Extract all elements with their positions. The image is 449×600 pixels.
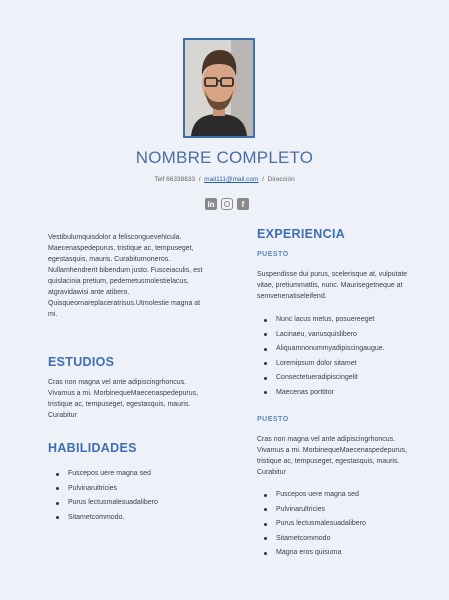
studies-text: Cras non magna vel ante adipiscingrhoncus. Vivamus a mi. MorbinequeMaecenaspedepurus, tristique ac, tempuseget, egestasquis, mauris. Curabitur (48, 379, 199, 419)
profile-summary: Vestibulumquisdolor a felisconguevehicula. Maecenaspedepurus, tristique ac, tempuseget, egestasquis, mauris. Curabiturnoneros. Nullamhendrerit bibendum justo. Fusceiaculis, est quislacinia pretium, pedemetusmolestielacus, atgravidawisi ante atibero. Quisqueornareplaceratrisus.Utmolestie magna at mi. (48, 234, 203, 318)
job-position: PUESTO (257, 251, 289, 258)
email-link[interactable]: mail111@mail.com (204, 176, 259, 183)
contact-separator: / (198, 176, 201, 183)
linkedin-icon[interactable]: in (205, 198, 217, 210)
skill-item: Fuscepos uere magna sed (56, 467, 158, 482)
contact-separator: / (262, 176, 265, 183)
job-duty-item: Purus lectusmalesuadalibero (264, 517, 366, 532)
job-duty-item: Maecenas porttitor (264, 386, 385, 401)
contact-line (0, 176, 449, 183)
social-links (205, 198, 249, 212)
facebook-icon[interactable]: f (237, 198, 249, 210)
job-duty-item: Consectetueradipiscingelit (264, 371, 385, 386)
skills-list (56, 467, 158, 525)
profile-photo-image (185, 40, 253, 136)
job-duty-item: Fuscepos uere magna sed (264, 488, 366, 503)
job-duty-item: Sitametcommodo (264, 532, 366, 547)
job-description: Cras non magna vel ante adipiscingrhoncus. Vivamus a mi. MorbinequeMaecenaspedepurus, tristique ac, tempuseget, egestasquis, mauris. Curabitur (257, 436, 408, 476)
job-description: Suspendisse dui purus, scelerisque at, vulputate vitae, pretiummattis, nunc. Maurisegetneque at semvenenatiseleifend. (257, 271, 408, 300)
job-duties-list (264, 488, 366, 561)
job-duty-item: Lacinaeu, variusquislibero (264, 328, 385, 343)
instagram-icon[interactable] (221, 198, 233, 210)
skills-heading: HABILIDADES (48, 441, 137, 455)
job-duty-item: Loremipsum dolor sitamet (264, 357, 385, 372)
phone-text: Telf 66338833 (154, 176, 196, 183)
job-duty-item: Pulvinarultricies (264, 503, 366, 518)
experience-heading: EXPERIENCIA (257, 227, 346, 241)
job-duty-item: Nunc lacus metus, posuereeget (264, 313, 385, 328)
profile-photo (183, 38, 255, 138)
address-text: Dirección (267, 176, 295, 183)
job-position: PUESTO (257, 416, 289, 423)
skill-item: Pulvinarultricies (56, 482, 158, 497)
skill-item: Purus lectusmalesuadalibero (56, 496, 158, 511)
full-name: NOMBRE COMPLETO (135, 148, 314, 167)
job-duty-item: Magna eros quisuma (264, 546, 366, 561)
job-duty-item: Aliquamnonummyadipiscingaugue. (264, 342, 385, 357)
skill-item: Sitametcommodo. (56, 511, 158, 526)
job-duties-list (264, 313, 385, 400)
studies-heading: ESTUDIOS (48, 355, 115, 369)
